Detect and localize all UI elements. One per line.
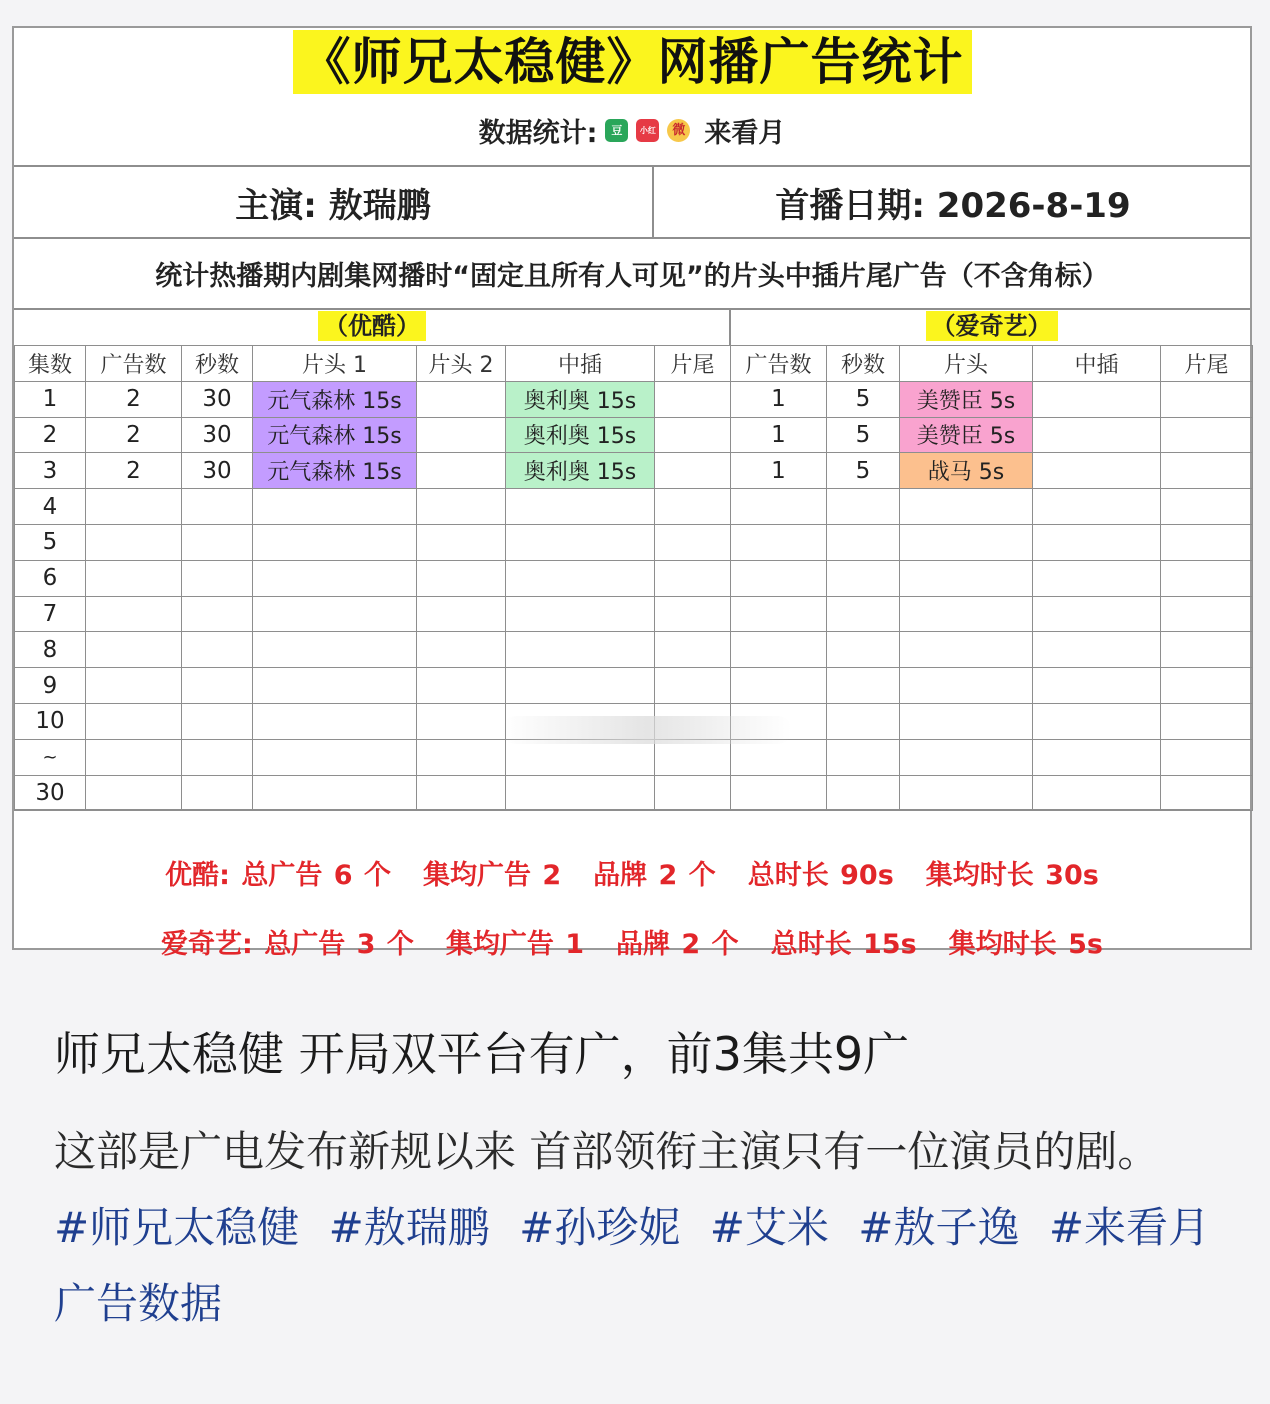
column-header: 秒数 [182, 346, 253, 382]
table-cell [506, 596, 655, 632]
summary-iqiyi [14, 921, 1250, 961]
table-cell [655, 417, 731, 453]
table-cell [182, 739, 253, 775]
table-cell: 2 [86, 417, 182, 453]
table-cell [253, 703, 417, 739]
table-cell [655, 668, 731, 704]
table-cell [1161, 775, 1253, 811]
episode-cell: 1 [15, 381, 86, 417]
hashtag-link[interactable]: #敖子逸 [858, 1203, 1020, 1252]
table-cell [900, 632, 1033, 668]
episode-cell: 5 [15, 524, 86, 560]
table-cell [655, 560, 731, 596]
table-cell [900, 596, 1033, 632]
table-row [15, 381, 1253, 417]
table-cell: 奥利奥 15s [506, 381, 655, 417]
table-cell [827, 668, 900, 704]
table-cell [655, 489, 731, 525]
table-cell [182, 632, 253, 668]
column-header: 片尾 [655, 346, 731, 382]
episode-cell: 9 [15, 668, 86, 704]
summary-item: 集均广告 2 [422, 859, 562, 891]
table-cell: 1 [731, 417, 827, 453]
table-cell [1033, 381, 1161, 417]
column-header: 集数 [15, 346, 86, 382]
table-cell [506, 775, 655, 811]
hashtag-link[interactable]: #艾米 [709, 1203, 829, 1252]
column-header: 秒数 [827, 346, 900, 382]
table-cell [253, 524, 417, 560]
table-cell [506, 489, 655, 525]
table-cell [827, 632, 900, 668]
table-cell [731, 632, 827, 668]
table-cell [1161, 668, 1253, 704]
summary-item: 集均广告 1 [445, 928, 585, 960]
episode-cell: 3 [15, 453, 86, 489]
table-cell [253, 489, 417, 525]
table-cell [182, 524, 253, 560]
column-header: 片头 1 [253, 346, 417, 382]
watermark-overlay [502, 716, 792, 744]
table-cell [1161, 417, 1253, 453]
table-row [15, 453, 1253, 489]
table-row [15, 524, 1253, 560]
table-cell: 1 [731, 453, 827, 489]
table-cell [86, 739, 182, 775]
table-cell: 美赞臣 5s [900, 381, 1033, 417]
premiere-date: 首播日期: 2026-8-19 [775, 185, 1131, 226]
xiaohongshu-icon: 小红书 [636, 119, 659, 142]
table-cell [655, 775, 731, 811]
table-cell [86, 560, 182, 596]
table-cell [182, 703, 253, 739]
summary-item: 优酷: 总广告 6 个 [165, 859, 391, 891]
source-row [14, 110, 1250, 158]
table-cell [900, 668, 1033, 704]
table-cell [731, 524, 827, 560]
table-cell [1033, 453, 1161, 489]
table-cell [506, 632, 655, 668]
table-cell [827, 703, 900, 739]
platform-youku: （优酷） [318, 311, 426, 341]
table-cell [86, 524, 182, 560]
table-cell [182, 775, 253, 811]
summary-item: 集均时长 5s [948, 928, 1103, 960]
table-cell: 1 [731, 381, 827, 417]
table-cell [253, 668, 417, 704]
column-header: 片头 2 [417, 346, 506, 382]
summary-item: 品牌 2 个 [593, 859, 716, 891]
table-cell: 战马 5s [900, 453, 1033, 489]
table-row [15, 775, 1253, 811]
table-cell: 2 [86, 453, 182, 489]
summary-item: 集均时长 30s [925, 859, 1099, 891]
table-cell [1161, 381, 1253, 417]
episode-cell: 10 [15, 703, 86, 739]
table-cell [86, 489, 182, 525]
table-cell [1161, 739, 1253, 775]
table-cell [182, 489, 253, 525]
table-cell [417, 632, 506, 668]
episode-cell: 4 [15, 489, 86, 525]
post-content [54, 1018, 1224, 1342]
title-wrap [14, 30, 1250, 94]
table-cell [655, 596, 731, 632]
hashtag-link[interactable]: #来看月广告数据 [54, 1203, 1211, 1328]
table-cell [655, 453, 731, 489]
table-cell [417, 560, 506, 596]
table-cell [731, 739, 827, 775]
table-cell [253, 775, 417, 811]
episode-cell: 30 [15, 775, 86, 811]
table-cell [827, 489, 900, 525]
table-cell: 奥利奥 15s [506, 417, 655, 453]
column-header: 片头 [900, 346, 1033, 382]
table-cell [900, 703, 1033, 739]
weibo-icon: 微 [667, 119, 690, 142]
table-cell [1161, 453, 1253, 489]
table-cell [827, 596, 900, 632]
table-cell [1033, 560, 1161, 596]
table-row [15, 668, 1253, 704]
table-cell [253, 560, 417, 596]
table-cell [1161, 596, 1253, 632]
hashtag-link[interactable]: #师兄太稳健 [54, 1203, 300, 1252]
table-cell [1033, 417, 1161, 453]
table-cell [827, 524, 900, 560]
column-header: 广告数 [731, 346, 827, 382]
table-cell [417, 524, 506, 560]
table-cell: 5 [827, 453, 900, 489]
table-row [15, 417, 1253, 453]
table-cell: 30 [182, 453, 253, 489]
episode-cell: ~ [15, 739, 86, 775]
table-cell [731, 489, 827, 525]
hashtag-link[interactable]: #孙珍妮 [519, 1203, 681, 1252]
table-row [15, 489, 1253, 525]
table-cell [417, 596, 506, 632]
table-cell [86, 632, 182, 668]
table-cell: 30 [182, 417, 253, 453]
divider [14, 165, 1250, 167]
table-cell [506, 524, 655, 560]
ad-statistics-sheet [12, 26, 1252, 960]
table-cell [731, 668, 827, 704]
sheet-title: 《师兄太稳健》网播广告统计 [293, 30, 972, 94]
table-cell [655, 739, 731, 775]
table-cell [827, 739, 900, 775]
statistics-note: 统计热播期内剧集网播时“固定且所有人可见”的片头中插片尾广告（不含角标） [155, 260, 1109, 292]
table-cell [253, 632, 417, 668]
table-cell: 元气森林 15s [253, 453, 417, 489]
table-cell [1033, 775, 1161, 811]
episode-cell: 8 [15, 632, 86, 668]
table-cell [506, 739, 655, 775]
source-name: 来看月 [704, 117, 786, 149]
platform-iqiyi-label [731, 310, 1252, 342]
episode-cell: 7 [15, 596, 86, 632]
table-cell [900, 524, 1033, 560]
table-cell: 元气森林 15s [253, 381, 417, 417]
table-cell [827, 560, 900, 596]
table-cell [86, 668, 182, 704]
table-cell [417, 668, 506, 704]
platform-youku-label [14, 310, 730, 342]
table-cell [900, 775, 1033, 811]
table-cell [900, 560, 1033, 596]
divider [14, 237, 1250, 239]
table-cell [1033, 739, 1161, 775]
hashtag-link[interactable]: #敖瑞鹏 [328, 1203, 490, 1252]
table-header-row [15, 346, 1253, 382]
table-cell [417, 381, 506, 417]
table-cell [182, 560, 253, 596]
table-cell [655, 632, 731, 668]
table-cell [417, 739, 506, 775]
summary-youku [14, 852, 1250, 892]
table-cell: 5 [827, 381, 900, 417]
table-cell [417, 417, 506, 453]
table-cell [417, 453, 506, 489]
table-cell: 元气森林 15s [253, 417, 417, 453]
table-cell [655, 381, 731, 417]
douban-icon: 豆 [605, 119, 628, 142]
table-cell [1161, 703, 1253, 739]
post-title: 师兄太稳健 开局双平台有广，前3集共9广 [54, 1027, 910, 1081]
table-cell [1033, 632, 1161, 668]
post-tags [54, 1190, 1224, 1342]
table-cell [900, 739, 1033, 775]
table-body [15, 381, 1253, 811]
table-cell [182, 596, 253, 632]
table-cell [900, 489, 1033, 525]
table-row [15, 632, 1253, 668]
table-cell [417, 703, 506, 739]
table-cell [827, 775, 900, 811]
divider [14, 809, 1250, 811]
table-cell [731, 775, 827, 811]
column-header: 中插 [506, 346, 655, 382]
table-cell [86, 596, 182, 632]
table-cell [731, 560, 827, 596]
table-cell [1161, 560, 1253, 596]
table-cell [1033, 596, 1161, 632]
table-cell [1161, 632, 1253, 668]
table-cell: 奥利奥 15s [506, 453, 655, 489]
column-header: 广告数 [86, 346, 182, 382]
table-cell [1161, 489, 1253, 525]
table-cell: 30 [182, 381, 253, 417]
table-row [15, 596, 1253, 632]
post-body: 这部是广电发布新规以来 首部领衔主演只有一位演员的剧。 [54, 1127, 1160, 1176]
platform-iqiyi: （爱奇艺） [926, 311, 1058, 341]
table-cell [1161, 524, 1253, 560]
table-cell [1033, 489, 1161, 525]
table-cell [731, 596, 827, 632]
summary-item: 爱奇艺: 总广告 3 个 [161, 928, 414, 960]
table-cell [417, 489, 506, 525]
table-cell [253, 596, 417, 632]
lead-actor: 主演: 敖瑞鹏 [235, 185, 431, 226]
table-cell: 美赞臣 5s [900, 417, 1033, 453]
table-cell [506, 560, 655, 596]
table-cell [86, 775, 182, 811]
table-cell [1033, 524, 1161, 560]
table-cell [506, 668, 655, 704]
summary-item: 总时长 15s [770, 928, 917, 960]
column-header: 片尾 [1161, 346, 1253, 382]
table-cell [253, 739, 417, 775]
table-cell: 2 [86, 381, 182, 417]
table-cell [1033, 703, 1161, 739]
source-label: 数据统计: [478, 117, 598, 149]
table-cell [655, 524, 731, 560]
table-cell: 5 [827, 417, 900, 453]
table-cell [1033, 668, 1161, 704]
summary-item: 品牌 2 个 [616, 928, 739, 960]
table-row [15, 739, 1253, 775]
table-cell [182, 668, 253, 704]
episode-cell: 6 [15, 560, 86, 596]
episode-cell: 2 [15, 417, 86, 453]
table-row [15, 560, 1253, 596]
table-cell [86, 703, 182, 739]
column-header: 中插 [1033, 346, 1161, 382]
summary-item: 总时长 90s [747, 859, 894, 891]
table-cell [417, 775, 506, 811]
